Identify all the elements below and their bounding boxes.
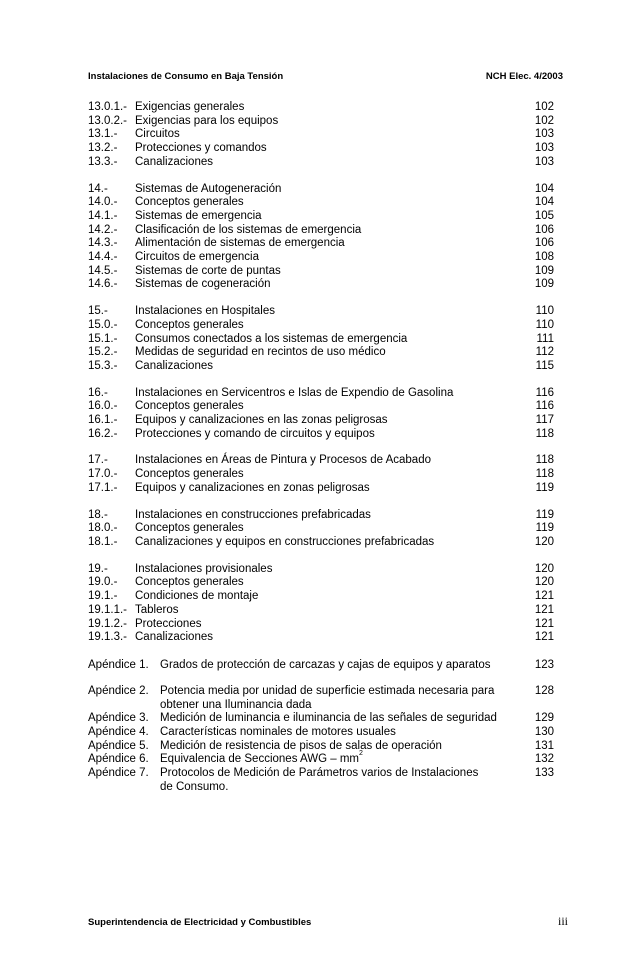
toc-entry-title-text: Canalizaciones <box>135 359 213 372</box>
toc-entry-page: 106 <box>534 223 554 236</box>
toc-entry-title-text: Características nominales de motores usuales <box>160 726 396 739</box>
toc-entry-title <box>135 400 514 414</box>
toc-entry-number: 14.4.- <box>88 251 118 264</box>
toc-entry-title <box>135 183 514 197</box>
toc-entry-number: 13.1.- <box>88 128 118 141</box>
toc-entry-title-text: Sistemas de emergencia <box>135 209 262 222</box>
toc-entry-number: 16.2.- <box>88 427 118 440</box>
toc-entry-page <box>514 699 554 713</box>
toc-entry-number: 14.- <box>88 182 108 195</box>
toc-entry <box>88 454 554 468</box>
toc-entry-title <box>135 522 514 536</box>
toc-entry-title <box>135 618 514 632</box>
toc-entry-number: 17.- <box>88 454 108 467</box>
toc-entry-title <box>135 360 514 374</box>
toc-entry-title <box>160 750 514 767</box>
toc-entry-title <box>135 604 514 618</box>
toc-entry <box>88 210 554 224</box>
toc-entry-number: Apéndice 4. <box>88 726 149 739</box>
toc-entry-page: 115 <box>535 359 554 372</box>
toc-entry <box>88 468 554 482</box>
toc-entry-number: Apéndice 1. <box>88 658 149 671</box>
toc-entry-title-text: Conceptos generales <box>135 318 244 331</box>
toc-entry-number: Apéndice 5. <box>88 739 149 752</box>
toc-entry-title-text: Sistemas de Autogeneración <box>135 182 282 195</box>
toc-entry <box>88 781 554 795</box>
toc-entry-title-text: Potencia media por unidad de superficie estimada necesaria para <box>160 684 495 697</box>
toc-entry <box>88 101 554 115</box>
page-number: iii <box>557 914 568 928</box>
toc-entry-title <box>135 414 514 428</box>
toc-entry-title <box>135 454 514 468</box>
toc-entry-page: 106 <box>534 237 554 250</box>
toc-entry-title-text: Consumos conectados a los sistemas de emergencia <box>135 332 408 345</box>
toc-entry-page: 128 <box>534 684 554 697</box>
toc-entry <box>88 699 554 713</box>
toc-entry-title <box>135 631 514 645</box>
toc-entry-title <box>135 536 514 550</box>
toc-entry-title <box>135 128 514 142</box>
toc-entry-page: 103 <box>534 142 554 155</box>
toc-entry-number: Apéndice 3. <box>88 712 149 725</box>
toc-entry-title <box>135 237 514 251</box>
toc-entry <box>88 142 554 156</box>
toc-entry-title <box>135 590 514 604</box>
toc-entry <box>88 237 554 251</box>
toc-entry-title <box>135 101 514 115</box>
toc-entry-page: 131 <box>534 739 554 752</box>
toc-entry <box>88 305 554 319</box>
toc-entry-title-text: Sistemas de cogeneración <box>135 278 271 291</box>
toc-entry <box>88 251 554 265</box>
toc-entry-page: 130 <box>534 726 554 739</box>
toc-entry-title <box>160 767 514 781</box>
toc-entry <box>88 400 554 414</box>
toc-entry-number: 16.0.- <box>88 400 118 413</box>
header-right: NCH Elec. 4/2003 <box>485 71 563 82</box>
toc-entry-title-text: Alimentación de sistemas de emergencia <box>135 237 345 250</box>
toc-entry-number: 15.2.- <box>88 346 118 359</box>
toc-entry-title <box>135 428 514 442</box>
toc-entry <box>88 509 554 523</box>
toc-entry-page: 121 <box>534 617 554 630</box>
toc-entry <box>88 712 554 726</box>
toc-entry <box>88 685 554 699</box>
toc-entry-page: 123 <box>534 658 554 671</box>
toc-entry-page: 118 <box>535 427 554 440</box>
toc-entry <box>88 128 554 142</box>
toc-entry-number: 17.1.- <box>88 481 118 494</box>
toc-entry-number: Apéndice 6. <box>88 753 149 766</box>
toc-entry <box>88 414 554 428</box>
toc-entry-page: 119 <box>535 522 554 535</box>
toc-entry-page: 108 <box>534 251 554 264</box>
toc-entry-number: 14.3.- <box>88 237 118 250</box>
toc-entry-title <box>160 781 514 795</box>
toc-entry-number: 14.1.- <box>88 209 118 222</box>
toc-entry-page: 129 <box>534 712 554 725</box>
toc-entry-page: 102 <box>534 101 554 113</box>
toc-entry <box>88 319 554 333</box>
toc-entry-number: 15.3.- <box>88 359 118 372</box>
header-left: Instalaciones de Consumo en Baja Tensión <box>88 71 284 82</box>
toc-entry <box>88 631 554 645</box>
toc-entry <box>88 576 554 590</box>
toc-entry-page: 111 <box>536 332 554 345</box>
toc-entry-title-text: Equipos y canalizaciones en las zonas peligrosas <box>135 414 388 427</box>
toc-section-group <box>88 183 554 293</box>
toc-entry <box>88 618 554 632</box>
toc-entry-page: 104 <box>534 196 554 209</box>
footer-left: Superintendencia de Electricidad y Combustibles <box>88 917 312 928</box>
toc-entry-page: 104 <box>534 182 554 195</box>
toc-entry-title <box>135 196 514 210</box>
toc-entry <box>88 726 554 740</box>
toc-section-group <box>88 101 554 170</box>
toc-entry-title <box>160 726 514 740</box>
toc-entry-page: 133 <box>534 767 554 780</box>
toc-entry-number: 13.0.1.- <box>88 101 127 113</box>
toc-entry-number: 13.2.- <box>88 142 118 155</box>
toc-entry-page: 102 <box>534 114 554 127</box>
toc-entry-title-text: Instalaciones en Servicentros e Islas de Expendio de Gasolina <box>135 386 454 399</box>
toc-entry-title <box>135 319 514 333</box>
toc-entry-number: 15.0.- <box>88 318 118 331</box>
toc-entry <box>88 183 554 197</box>
toc-entry <box>88 346 554 360</box>
toc-entry <box>88 482 554 496</box>
toc-entry-title-text: Instalaciones provisionales <box>135 562 273 575</box>
toc-entry-title <box>135 210 514 224</box>
toc-entry-title-text: Protecciones y comando de circuitos y equipos <box>135 427 375 440</box>
toc-entry-number: 19.- <box>88 562 108 575</box>
toc-entry <box>88 265 554 279</box>
toc-entry-title-text: Medición de luminancia e iluminancia de las señales de seguridad <box>160 712 497 725</box>
toc-entry-number: 19.1.3.- <box>88 631 127 644</box>
toc-entry <box>88 428 554 442</box>
toc-entry-page: 116 <box>535 386 554 399</box>
toc-section-group <box>88 563 554 645</box>
toc-entry-page: 109 <box>534 264 554 277</box>
toc-entry-number: 14.6.- <box>88 278 118 291</box>
toc-entry-title-text: Circuitos <box>135 128 180 141</box>
toc-entry-title <box>135 156 514 170</box>
toc-entry-title <box>135 563 514 577</box>
toc-entry <box>88 590 554 604</box>
toc-entry-title-text: Exigencias generales <box>135 101 245 113</box>
toc-entry-title-text: Clasificación de los sistemas de emergencia <box>135 223 362 236</box>
toc-entry-title-text: obtener una Iluminancia dada <box>160 698 312 711</box>
toc-appendices <box>88 685 554 795</box>
toc-entry-title <box>135 468 514 482</box>
toc-entry-title-text: Equipos y canalizaciones en zonas peligrosas <box>135 481 370 494</box>
toc-entry-page: 120 <box>534 576 554 589</box>
toc-entry-number: Apéndice 7. <box>88 767 149 780</box>
toc-entry <box>88 333 554 347</box>
toc-entry <box>88 522 554 536</box>
toc-entry-title-text: Instalaciones en Hospitales <box>135 305 275 318</box>
toc-entry-title-text: Conceptos generales <box>135 522 244 535</box>
toc-entry-number: 18.0.- <box>88 522 118 535</box>
toc-entry-number: 16.1.- <box>88 414 118 427</box>
toc-entry-page: 118 <box>535 468 554 481</box>
toc-entry-page: 109 <box>534 278 554 291</box>
toc-entry-title-text: Equivalencia de Secciones AWG – mm <box>160 753 359 766</box>
toc-entry-title-text: Conceptos generales <box>135 400 244 413</box>
toc-entry <box>88 536 554 550</box>
toc-entry-title-text: Conceptos generales <box>135 576 244 589</box>
toc-entry-number: 14.0.- <box>88 196 118 209</box>
toc-entry <box>88 740 554 754</box>
toc-entry-number <box>88 699 160 713</box>
toc-entry-page: 132 <box>534 753 554 766</box>
toc-appendix-first <box>88 658 554 672</box>
toc-entry-title <box>135 251 514 265</box>
toc-entry-title <box>135 346 514 360</box>
toc-entry-title-text: Protecciones <box>135 617 202 630</box>
toc-entry <box>88 156 554 170</box>
toc-entry <box>88 767 554 781</box>
toc-entry-title-text: Tableros <box>135 603 179 616</box>
toc-section-group <box>88 387 554 442</box>
toc-entry-page: 121 <box>534 603 554 616</box>
toc-entry-number: Apéndice 2. <box>88 684 149 697</box>
toc-entry <box>88 563 554 577</box>
toc-entry-page: 116 <box>535 400 554 413</box>
toc-entry-page: 110 <box>535 318 554 331</box>
toc-entry-page <box>514 781 554 795</box>
toc-entry-title <box>160 658 514 672</box>
toc-entry-page: 121 <box>534 590 554 603</box>
toc-entry-title <box>160 740 514 754</box>
toc-entry-title <box>135 115 514 129</box>
toc-entry-number: 13.0.2.- <box>88 114 127 127</box>
toc-entry <box>88 224 554 238</box>
toc-entry-number: 17.0.- <box>88 468 118 481</box>
toc-entry-number: 13.3.- <box>88 155 118 168</box>
toc-entry-title-text: Protecciones y comandos <box>135 142 267 155</box>
toc-entry-number: 19.1.2.- <box>88 617 127 630</box>
toc-entry-title <box>160 685 514 699</box>
toc-entry-number: 14.2.- <box>88 223 118 236</box>
toc-entry <box>88 604 554 618</box>
toc-entry-page: 110 <box>535 305 554 318</box>
toc-entry <box>88 196 554 210</box>
toc-entry-title <box>160 699 514 713</box>
toc-entry-number: 19.1.1.- <box>88 603 127 616</box>
toc-entry-page: 121 <box>534 631 554 644</box>
toc-entry-title-text: Canalizaciones <box>135 155 213 168</box>
toc-entry-page: 120 <box>534 535 554 548</box>
table-of-contents <box>88 101 554 808</box>
toc-entry-number: 15.1.- <box>88 332 118 345</box>
toc-entry-title <box>135 387 514 401</box>
toc-entry-title <box>135 576 514 590</box>
toc-entry <box>88 115 554 129</box>
toc-entry-title-text: Canalizaciones y equipos en construcciones prefabricadas <box>135 535 435 548</box>
superscript: 2 <box>359 750 363 758</box>
toc-entry-title-text: Exigencias para los equipos <box>135 114 279 127</box>
toc-entry-title-text: Instalaciones en construcciones prefabricadas <box>135 508 371 521</box>
toc-section-group <box>88 454 554 495</box>
toc-entry <box>88 750 554 767</box>
toc-entry-title-text: Canalizaciones <box>135 631 213 644</box>
toc-entry <box>88 278 554 292</box>
toc-entry-page: 118 <box>535 454 554 467</box>
toc-entry-number: 19.1.- <box>88 590 118 603</box>
toc-entry <box>88 658 554 672</box>
toc-entry <box>88 360 554 374</box>
toc-entry-title <box>135 333 514 347</box>
toc-entry-page: 105 <box>534 209 554 222</box>
toc-entry-page: 120 <box>534 562 554 575</box>
toc-entry-number: 16.- <box>88 386 108 399</box>
toc-entry-page: 112 <box>535 346 554 359</box>
toc-entry-title-text: Conceptos generales <box>135 196 244 209</box>
toc-entry-title-text: Sistemas de corte de puntas <box>135 264 281 277</box>
toc-section-group <box>88 509 554 550</box>
toc-entry-title-text: Medidas de seguridad en recintos de uso médico <box>135 346 386 359</box>
toc-entry-number: 15.- <box>88 305 108 318</box>
toc-entry-page: 103 <box>534 155 554 168</box>
toc-entry-title <box>135 482 514 496</box>
toc-entry-title-text: Medición de resistencia de pisos de salas de operación <box>160 739 442 752</box>
toc-entry-title <box>135 265 514 279</box>
toc-entry-title <box>135 278 514 292</box>
toc-entry-title <box>135 305 514 319</box>
toc-entry-title <box>135 224 514 238</box>
toc-entry-title-text: Circuitos de emergencia <box>135 251 260 264</box>
toc-entry-number <box>88 781 160 795</box>
toc-entry-number: 18.- <box>88 508 108 521</box>
toc-entry-number: 14.5.- <box>88 264 118 277</box>
toc-entry-title-text: Condiciones de montaje <box>135 590 259 603</box>
toc-section-group <box>88 305 554 374</box>
toc-entry-title-text: de Consumo. <box>160 780 229 793</box>
toc-entry-title-text: Grados de protección de carcazas y cajas de equipos y aparatos <box>160 658 491 671</box>
toc-entry-title <box>135 509 514 523</box>
toc-entry-title-text: Instalaciones en Áreas de Pintura y Procesos de Acabado <box>135 454 431 467</box>
toc-entry-title-text: Conceptos generales <box>135 468 244 481</box>
toc-entry-page: 103 <box>534 128 554 141</box>
toc-entry-number: 19.0.- <box>88 576 118 589</box>
toc-entry-title-text: Protocolos de Medición de Parámetros varios de Instalaciones <box>160 767 479 780</box>
toc-entry-number: 18.1.- <box>88 535 118 548</box>
toc-entry-title <box>160 712 514 726</box>
toc-entry-title <box>135 142 514 156</box>
toc-entry <box>88 387 554 401</box>
toc-entry-page: 119 <box>535 481 554 494</box>
toc-entry-page: 117 <box>535 414 554 427</box>
toc-entry-page: 119 <box>535 508 554 521</box>
